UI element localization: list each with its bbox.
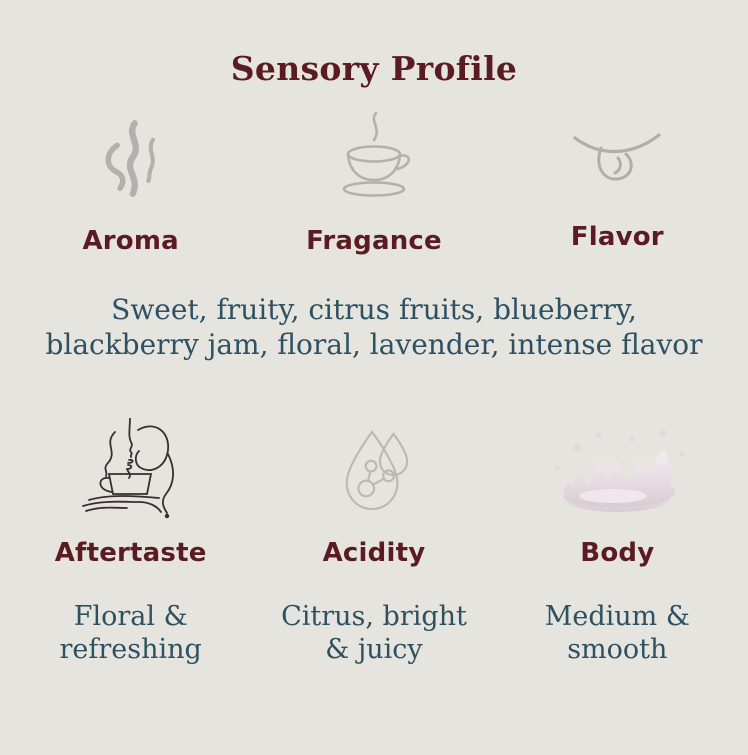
milk-splash-icon: [547, 418, 687, 522]
tasting-notes-line2: blackberry jam, floral, lavender, intense flavor: [45, 328, 703, 361]
acidity-description: Citrus, bright & juicy: [281, 601, 467, 665]
drop-molecule-icon: [335, 418, 413, 522]
body-label: Body: [580, 538, 655, 568]
fragance-column: [252, 108, 495, 256]
steam-icon: [99, 108, 163, 210]
fragance-label: Fragance: [306, 226, 442, 256]
acidity-label: Acidity: [322, 538, 426, 568]
tasting-notes: [0, 292, 748, 362]
flavor-label: Flavor: [570, 222, 664, 252]
aftertaste-description: Floral & refreshing: [59, 601, 202, 665]
body-description: Medium & smooth: [544, 601, 690, 665]
aroma-column: [9, 108, 252, 256]
aftertaste-column: [9, 418, 252, 666]
aroma-label: Aroma: [82, 226, 179, 256]
acidity-column: [252, 418, 495, 666]
page-title: Sensory Profile: [230, 49, 518, 88]
sensory-top-row: [9, 108, 739, 256]
sensory-bottom-row: [9, 418, 739, 666]
tasting-notes-line1: Sweet, fruity, citrus fruits, blueberry,: [111, 293, 637, 326]
tongue-icon: [571, 108, 663, 210]
body-column: [496, 418, 739, 666]
aftertaste-label: Aftertaste: [54, 538, 207, 568]
flavor-column: [496, 108, 739, 256]
face-smelling-cup-icon: [75, 418, 187, 522]
teacup-icon: [332, 108, 416, 210]
